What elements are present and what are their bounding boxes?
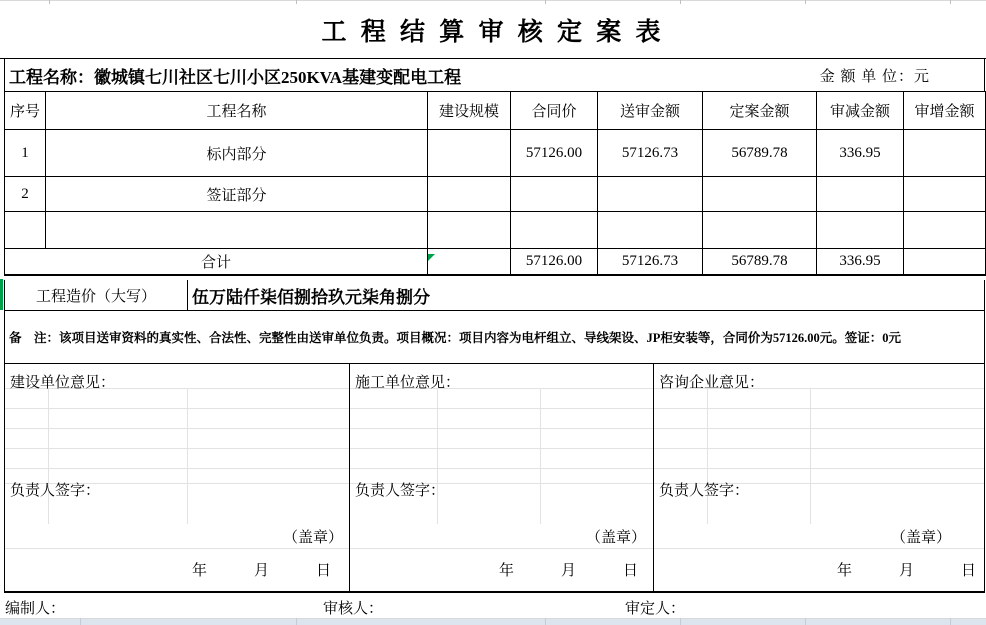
faint-gridline bbox=[654, 408, 984, 409]
faint-gridline bbox=[350, 548, 653, 549]
total-finalized: 56789.78 bbox=[703, 249, 817, 276]
faint-gridline bbox=[437, 388, 438, 524]
cell-scale bbox=[428, 177, 511, 212]
cell-finalized bbox=[703, 212, 817, 249]
page-title: 工 程 结 算 审 核 定 案 表 bbox=[321, 19, 665, 46]
total-label: 合计 bbox=[5, 249, 428, 276]
table-row bbox=[5, 177, 986, 212]
faint-gridline bbox=[5, 548, 349, 549]
table-row bbox=[5, 130, 986, 177]
date-line bbox=[192, 559, 331, 580]
cell-contract bbox=[511, 177, 598, 212]
grid-tick bbox=[950, 618, 951, 625]
top-gridline bbox=[0, 0, 986, 1]
faint-gridline bbox=[654, 548, 984, 549]
date-year-label: 年 bbox=[498, 563, 514, 579]
col-header-submitted: 送审金额 bbox=[598, 92, 703, 130]
faint-gridline bbox=[350, 448, 653, 449]
total-increased bbox=[904, 249, 986, 276]
cell-seq bbox=[5, 212, 46, 249]
signature-label: 负责人签字： bbox=[10, 483, 101, 499]
faint-gridline bbox=[540, 388, 541, 524]
date-month-label: 月 bbox=[560, 563, 576, 579]
amount-unit-label: 金 额 单 位：元 bbox=[819, 68, 930, 85]
col-header-reduced: 审减金额 bbox=[817, 92, 904, 130]
date-day-label: 日 bbox=[960, 563, 976, 579]
table-total-row bbox=[5, 249, 986, 276]
grid-tick bbox=[680, 618, 681, 625]
footer-signers-row bbox=[0, 593, 986, 618]
table-header-row bbox=[5, 92, 986, 130]
opinion-construction-unit bbox=[5, 364, 350, 591]
project-name: 工程名称：徽城镇七川社区七川小区250KVA基建变配电工程 bbox=[9, 67, 462, 87]
cost-in-words-value: 伍万陆仟柒佰捌拾玖元柒角捌分 bbox=[192, 287, 430, 307]
cost-in-words-row bbox=[4, 280, 985, 311]
date-month-label: 月 bbox=[253, 563, 269, 579]
signature-label: 负责人签字： bbox=[659, 483, 750, 499]
title-row bbox=[0, 2, 986, 59]
total-submitted: 57126.73 bbox=[598, 249, 703, 276]
cell-submitted: 57126.73 bbox=[598, 130, 703, 177]
preparer-label: 编制人： bbox=[5, 601, 66, 617]
faint-gridline bbox=[5, 448, 349, 449]
cell-finalized bbox=[703, 177, 817, 212]
grid-tick bbox=[80, 618, 81, 625]
grid-tick bbox=[296, 618, 297, 625]
excel-green-border-marker bbox=[0, 279, 3, 310]
total-contract: 57126.00 bbox=[511, 249, 598, 276]
faint-gridline bbox=[654, 468, 984, 469]
faint-gridline bbox=[5, 468, 349, 469]
cost-in-words-label: 工程造价（大写） bbox=[5, 280, 188, 310]
faint-gridline bbox=[350, 468, 653, 469]
cell-seq: 1 bbox=[5, 130, 46, 177]
signature-label: 负责人签字： bbox=[355, 483, 446, 499]
opinion-title: 咨询企业意见： bbox=[659, 375, 765, 391]
col-header-increased: 审增金额 bbox=[904, 92, 986, 130]
col-header-finalized: 定案金额 bbox=[703, 92, 817, 130]
cell-reduced bbox=[817, 212, 904, 249]
reviewer-label: 审核人： bbox=[323, 601, 384, 617]
excel-error-triangle-icon bbox=[428, 254, 435, 261]
cell-reduced: 336.95 bbox=[817, 130, 904, 177]
cell-submitted bbox=[598, 212, 703, 249]
faint-gridline bbox=[350, 408, 653, 409]
date-year-label: 年 bbox=[836, 563, 852, 579]
cell-increased bbox=[904, 130, 986, 177]
seal-label: （盖章） bbox=[890, 530, 951, 546]
faint-gridline bbox=[5, 408, 349, 409]
faint-gridline bbox=[48, 388, 49, 524]
seal-label: （盖章） bbox=[585, 530, 646, 546]
grid-tick bbox=[805, 618, 806, 625]
faint-gridline bbox=[350, 428, 653, 429]
date-day-label: 日 bbox=[315, 563, 331, 579]
opinion-title: 施工单位意见： bbox=[355, 375, 461, 391]
remark-row bbox=[4, 311, 985, 364]
col-header-seq: 序号 bbox=[5, 92, 46, 130]
cell-increased bbox=[904, 212, 986, 249]
date-month-label: 月 bbox=[898, 563, 914, 579]
opinion-sections bbox=[4, 364, 985, 593]
col-header-scale: 建设规模 bbox=[428, 92, 511, 130]
bottom-strip bbox=[0, 619, 986, 625]
faint-gridline bbox=[707, 388, 708, 524]
date-year-label: 年 bbox=[191, 563, 207, 579]
approver-label: 审定人： bbox=[625, 601, 686, 617]
col-header-contract: 合同价 bbox=[511, 92, 598, 130]
faint-gridline bbox=[187, 388, 188, 524]
total-scale bbox=[428, 249, 511, 276]
cell-name: 签证部分 bbox=[46, 177, 428, 212]
date-line bbox=[837, 559, 976, 580]
cell-seq: 2 bbox=[5, 177, 46, 212]
date-day-label: 日 bbox=[622, 563, 638, 579]
total-reduced: 336.95 bbox=[817, 249, 904, 276]
cell-scale bbox=[428, 212, 511, 249]
project-row bbox=[4, 59, 985, 91]
cell-contract bbox=[511, 212, 598, 249]
cell-reduced bbox=[817, 177, 904, 212]
cell-submitted bbox=[598, 177, 703, 212]
opinion-contractor-unit bbox=[350, 364, 654, 591]
cell-contract: 57126.00 bbox=[511, 130, 598, 177]
cell-name bbox=[46, 212, 428, 249]
cell-name: 标内部分 bbox=[46, 130, 428, 177]
seal-label: （盖章） bbox=[282, 530, 343, 546]
cell-finalized: 56789.78 bbox=[703, 130, 817, 177]
faint-gridline bbox=[810, 388, 811, 524]
cell-increased bbox=[904, 177, 986, 212]
opinion-consulting-firm bbox=[654, 364, 984, 591]
faint-gridline bbox=[654, 428, 984, 429]
cell-scale bbox=[428, 130, 511, 177]
opinion-title: 建设单位意见： bbox=[10, 375, 116, 391]
col-header-name: 工程名称 bbox=[46, 92, 428, 130]
settlement-table bbox=[4, 91, 986, 276]
date-line bbox=[499, 559, 638, 580]
grid-tick bbox=[545, 618, 546, 625]
faint-gridline bbox=[654, 448, 984, 449]
faint-gridline bbox=[5, 428, 349, 429]
table-row bbox=[5, 212, 986, 249]
remark-text: 备 注：该项目送审资料的真实性、合法性、完整性由送审单位负责。项目概况：项目内容为电杆组立、导线架设、JP柜安装等，合同价为57126.00元。签证：0元 bbox=[9, 331, 902, 345]
